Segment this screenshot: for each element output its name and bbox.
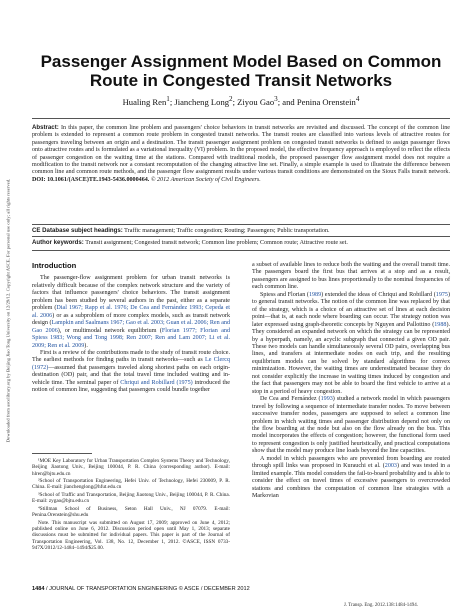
footnote-affiliation: ⁴Stillman School of Business, Seton Hall Univ., NJ 07079. E-mail: Penina.Orenstein@shu.edu [32,505,230,519]
author-conjunction: and [282,96,295,107]
author-affiliation-mark: 2 [229,95,233,103]
page-footer [32,586,250,592]
copyright-notice: © 2012 American Society of Civil Engineers. [149,176,261,183]
reference-link[interactable]: 1988 [434,321,447,328]
body-paragraph [252,456,450,501]
author-keywords-text: Transit assignment; Congested transit network; Common line problem; Common route; Attractive route set. [83,240,348,246]
body-paragraph [252,396,450,456]
abstract-bottom-rule [32,224,450,225]
author-name: Hualing Ren [122,96,167,107]
ce-headings-label: CE Database subject headings: [32,227,123,234]
right-column [252,262,450,501]
body-text: ), or multimodal network equilibrium ( [57,327,162,334]
body-paragraph [252,292,450,396]
citation-line: J. Transp. Eng. 2012.138:1484-1494. [343,603,418,608]
body-text: introduced the notion of common line, suggesting that passengers could bundle together [32,379,230,394]
body-text: ) extended the ideas of Chriqui and Robillard ( [321,291,436,298]
reference-link[interactable]: Chriqui and Robillard (1975) [120,379,193,386]
body-text: First is a review of the contributions made to the study of transit route choice. The earliest methods for finding paths in transit networks—such as [32,349,230,364]
body-text: ) and was tested in a limited example. This model considers the fail-to-board probability and is able to consider the effect on travel times of excessive passengers to overcrowded stations and combines the computation of common line strategies with a Markovian [252,463,450,500]
download-notice [3,80,13,540]
author-name: Jiancheng Long [174,96,230,107]
reference-link[interactable]: 2003 [384,463,397,470]
author-name: Penina Orenstein [296,96,356,107]
footnote-note: Note. This manuscript was submitted on August 17, 2009; approved on June 4, 2012; published online on June 6, 2012. Discussion period open until May 1, 2013; separate discussions must be submitted for individual papers. This paper is part of the Journal of Transportation Engineering, Vol. 138, No. 12, December 1, 2012. ©ASCE, ISSN 0733-947X/2012/12-1484–1494/$25.00. [32,519,230,552]
ce-subject-headings [32,227,450,235]
intro-paragraph [32,275,230,350]
body-paragraph: a subset of available lines to reduce both the waiting and the overall transit time. The passengers board the first bus that arrives at a stop and as a result, passengers are assigned to bus lines proportionally to the nominal frequencies of each common line. [252,262,450,291]
reference-link[interactable]: 1975 [435,291,448,298]
journal-name: JOURNAL OF TRANSPORTATION ENGINEERING © ASCE / DECEMBER 2012 [49,586,250,592]
reference-link[interactable]: 1989 [308,291,322,298]
body-text: ). They considered an expanded network on which the strategy can be represented by a hyperpath, namely, an acyclic subgraph that connected a given OD pair. These two models can handle simultaneously several OD pairs, overlapping bus lines, and transfers at intermediate nodes on each trip, and the resulting equilibrium models can be solved by standard algorithms for convex minimization. However, the waiting times are underestimated because they do not consider explicitly the increase in waiting times induced by congestion and the fact that passengers may not be able to board the first vehicle to arrive at a stop in a period of heavy congestion. [252,321,450,395]
reference-link[interactable]: Lampkin and Saalmans 1967; Gao et al. 2003; Guan et al. 2006; Ren and Gao 2006 [32,320,230,334]
author-list: Hualing Ren$^1$; Jiancheng Long$^2$; Ziyou Gao$^3$; and Penina Orenstein$^4$ [122,95,360,107]
body-text: De Cea and Fernández ( [260,396,321,403]
keywords-rule [32,236,450,237]
footnote-rule [32,453,92,454]
body-text: A model in which passengers who are prevented from boarding are routed through spill links was proposed in Kurauchi et al. ( [252,455,450,470]
footnotes [32,453,230,553]
body-text: ) or as a subproblem of more complex models, such as transit network design ( [32,312,231,327]
paper-title: Passenger Assignment Model Based on Common Route in Congested Transit Networks [40,52,442,90]
author-keywords-label: Author keywords: [32,239,84,246]
abstract-label: Abstract: [32,124,59,131]
ce-headings-text: Traffic management; Traffic congestion; Routing; Passengers; Public transportation. [122,228,330,234]
footnote-affiliation: ³School of Traffic and Transportation, Beijing Jiaotong Univ., Beijing 100044, P. R. China. E-mail: zygao@bjtu.edu.cn [32,492,230,505]
keywords-bottom-rule [32,250,450,251]
body-text: ) studied a network model in which passengers travel by following a sequence of intermediate transfer nodes. To move between successive transfer nodes, passengers are supposed to select a common line problem in which waiting times and passenger distribution depend not only on the flow boarding at the node but also on the flow already on the bus. This model incorporates the effects of congestion; however, the functional form used to represent congestion is only justified heuristically, and practical computations show that the model may produce line loads beyond the line capacities. [252,396,450,455]
reference-link[interactable]: 1993 [320,396,333,403]
author-affiliation-mark: 1 [166,95,170,103]
footnote-affiliation: ¹MOE Key Laboratory for Urban Transportation Complex Systems Theory and Technology, Beijing Jiaotong Univ., Beijing 100044, P. R. China (corresponding author). E-mail: hlren@bjtu.edu.cn [32,458,230,477]
author-affiliation-mark: 3 [274,95,278,103]
reference-link[interactable]: Dial 1967; Rapp et al. 1976; De Cea and Fernández 1993; Cepeda et al. 2006 [32,305,230,319]
doi-link[interactable]: DOI: 10.1061/(ASCE)TE.1943-5436.0000464. [32,176,150,183]
page-number: 1484 [32,586,45,592]
section-heading-introduction: Introduction [32,261,77,270]
abstract [32,124,450,184]
body-text: Spiess and Florian ( [260,291,309,298]
body-text: —assumed that passengers traveled along shortest paths on each origin-destination (OD) pair, and that the total travel time included waiting and in-vehicle time. The seminal paper of [32,364,230,386]
reference-link[interactable]: Le Clercq (1972) [32,357,230,371]
body-text: ). [84,342,88,349]
download-notice-text: Downloaded from ascelibrary.org by Beijing Jiao Tong University on 12/29/12. Copyright ASCE. For personal use only; all rights reserved. [5,178,11,442]
body-text: The passenger-flow assignment problem for urban transit networks is relatively difficult because of the complex network structure and the variety of factors that influence passengers' choice behaviors. The transit assignment problem has been studied by several authors in the past, either as a separate problem ( [32,275,230,312]
abstract-top-rule [32,118,450,119]
abstract-text: In this paper, the common line problem and passengers' choice behaviors in transit networks are revisited and discussed. The concept of the common line problem is extended to represent a common route problem in congested transit networks. The transit routes are classified into various levels of attractive routes for passengers traveling between an origin and a destination. The transit passenger assignment problem on congested transit networks is defined to assign passenger flows onto attractive routes and is formulated as a variational inequality (VI) problem. In the proposed model, the effective frequency approach is employed to reflect the effects of passenger congestion on the waiting time at the stations. Compared with traditional models, the proposed passenger flow assignment model does not require a modification to the transit network nor a constant recomputation of the changing attractive line set. Finally, a simple example is used to illustrate the difference between common line and common route methods, and the passenger flow assignment results under various transit conditions are demonstrated on the Sioux Falls transit network. [32,125,450,176]
reference-link[interactable]: Florian 1977; Florian and Spiess 1983; Wong and Tong 1998; Ren 2007; Ren and Lam 2007; Li et al. 2009; Ren et al. 2009 [32,327,230,349]
left-column [32,262,230,395]
author-affiliation-mark: 4 [355,95,360,103]
author-name: Ziyou Gao [237,96,275,107]
author-keywords [32,239,450,247]
body-text: ) to general transit networks. The notion of the common line was replaced by that of the strategy, which is a choice of an attractive set of lines at each decision point—that is, at each node where boarding can occur. The strategy notion was later expressed using graph-theoretic concepts by Nguyen and Pallottino ( [252,291,450,328]
footer-separator: / [44,586,50,592]
footnote-affiliation: ²School of Transportation Engineering, Hefei Univ. of Technology, Hefei 230009, P. R. China. E-mail: jianchenglong@hfut.edu.cn [32,478,230,491]
intro-paragraph [32,350,230,395]
